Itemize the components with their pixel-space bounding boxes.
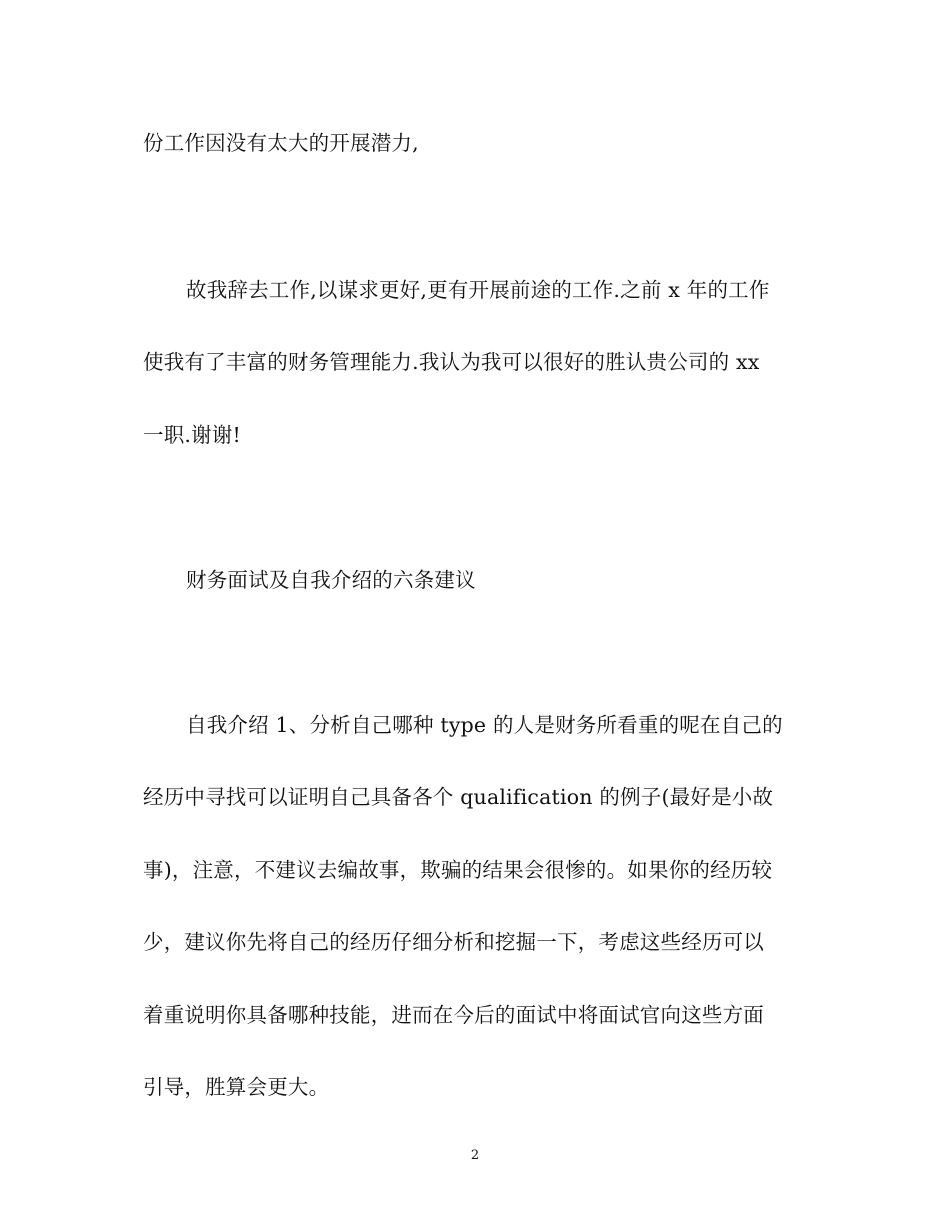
paragraph-line: 引导，胜算会更大。: [143, 1075, 330, 1099]
section-heading: 财务面试及自我介绍的六条建议: [186, 568, 476, 592]
paragraph-line: 自我介绍 1、分析自己哪种 type 的人是财务所看重的呢在自己的: [186, 713, 783, 737]
paragraph-line: 份工作因没有太大的开展潜力,: [143, 131, 419, 155]
paragraph-line: 一职.谢谢!: [143, 423, 241, 447]
page-number: 2: [470, 1148, 480, 1163]
paragraph-line: 着重说明你具备哪种技能，进而在今后的面试中将面试官向这些方面: [143, 1003, 764, 1027]
paragraph-line: 事)，注意，不建议去编故事，欺骗的结果会很惨的。如果你的经历较: [143, 858, 773, 882]
paragraph-line: 故我辞去工作,以谋求更好,更有开展前途的工作.之前 x 年的工作: [186, 278, 770, 302]
paragraph-line: 少，建议你先将自己的经历仔细分析和挖掘一下，考虑这些经历可以: [143, 930, 764, 954]
paragraph-line: 使我有了丰富的财务管理能力.我认为我可以很好的胜认贵公司的 xx: [143, 350, 760, 374]
paragraph-line: 经历中寻找可以证明自己具备各个 qualification 的例子(最好是小故: [143, 785, 774, 809]
